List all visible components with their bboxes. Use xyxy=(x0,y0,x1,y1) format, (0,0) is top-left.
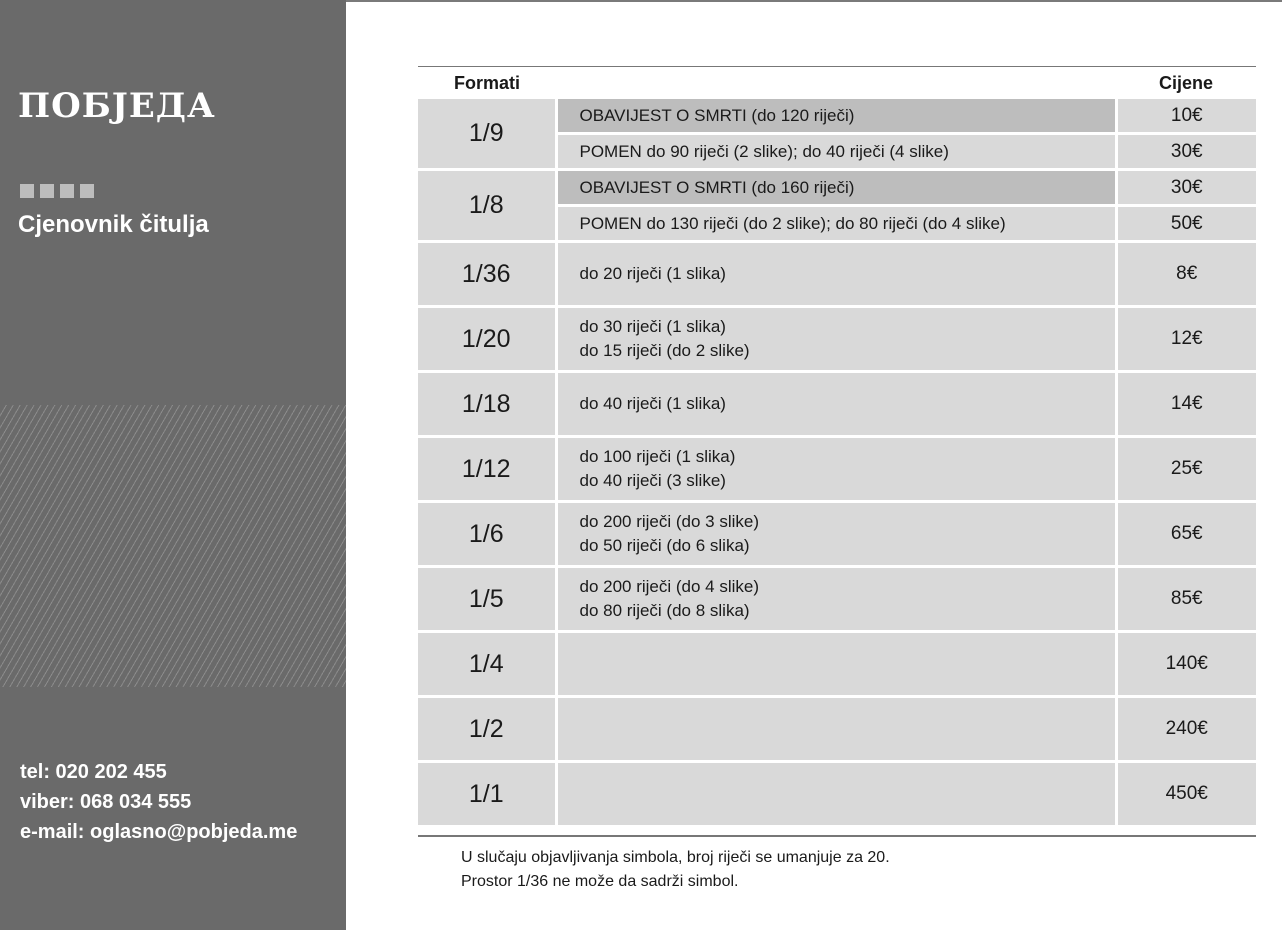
description-cell: OBAVIJEST O SMRTI (do 120 riječi) xyxy=(556,99,1116,134)
price-cell: 30€ xyxy=(1116,170,1256,206)
format-cell: 1/6 xyxy=(418,502,556,567)
format-cell: 1/12 xyxy=(418,437,556,502)
table-row xyxy=(418,99,1256,134)
square-icon xyxy=(40,184,54,198)
description-line: do 200 riječi (do 3 slike) xyxy=(579,512,760,531)
description-cell xyxy=(556,697,1116,762)
price-table xyxy=(418,66,1256,828)
square-icon xyxy=(20,184,34,198)
description-cell xyxy=(556,632,1116,697)
table-row xyxy=(418,372,1256,437)
contact-email[interactable]: e-mail: oglasno@pobjeda.me xyxy=(20,821,298,843)
description-line: do 30 riječi (1 slika) xyxy=(579,317,726,336)
table-row xyxy=(418,242,1256,307)
footnote-line: Prostor 1/36 ne može da sadrži simbol. xyxy=(461,873,739,890)
price-cell: 14€ xyxy=(1116,372,1256,437)
description-cell xyxy=(556,437,1116,502)
table-row xyxy=(418,437,1256,502)
format-cell: 1/9 xyxy=(418,99,556,170)
table-row xyxy=(418,307,1256,372)
description-line: do 15 riječi (do 2 slike) xyxy=(579,341,750,360)
price-cell: 10€ xyxy=(1116,99,1256,134)
footnotes xyxy=(461,846,890,894)
footnote-line: U slučaju objavljivanja simbola, broj riječi se umanjuje za 20. xyxy=(461,849,890,866)
price-cell: 25€ xyxy=(1116,437,1256,502)
description-cell xyxy=(556,307,1116,372)
table-row xyxy=(418,567,1256,632)
table-row xyxy=(418,632,1256,697)
header-format: Formati xyxy=(418,67,556,100)
price-cell: 12€ xyxy=(1116,307,1256,372)
price-cell: 140€ xyxy=(1116,632,1256,697)
description-cell: POMEN do 90 riječi (2 slike); do 40 riječi (4 slike) xyxy=(556,134,1116,170)
format-cell: 1/5 xyxy=(418,567,556,632)
description-line: do 200 riječi (do 4 slike) xyxy=(579,577,760,596)
description-line: do 50 riječi (do 6 slika) xyxy=(579,536,750,555)
price-cell: 65€ xyxy=(1116,502,1256,567)
price-cell: 240€ xyxy=(1116,697,1256,762)
description-cell xyxy=(556,502,1116,567)
price-cell: 50€ xyxy=(1116,206,1256,242)
table-header-row xyxy=(418,67,1256,100)
table-row xyxy=(418,170,1256,206)
description-line: do 40 riječi (3 slike) xyxy=(579,471,726,490)
price-cell: 85€ xyxy=(1116,567,1256,632)
format-cell: 1/36 xyxy=(418,242,556,307)
format-cell: 1/20 xyxy=(418,307,556,372)
description-cell: POMEN do 130 riječi (do 2 slike); do 80 riječi (do 4 slike) xyxy=(556,206,1116,242)
description-line: do 80 riječi (do 8 slika) xyxy=(579,601,750,620)
description-cell xyxy=(556,567,1116,632)
contact-viber: viber: 068 034 555 xyxy=(20,791,192,813)
description-cell xyxy=(556,762,1116,827)
header-description xyxy=(556,67,1116,100)
description-line: do 20 riječi (1 slika) xyxy=(579,264,726,283)
price-cell: 30€ xyxy=(1116,134,1256,170)
price-cell: 450€ xyxy=(1116,762,1256,827)
description-cell: OBAVIJEST O SMRTI (do 160 riječi) xyxy=(556,170,1116,206)
decorative-hatch-pattern xyxy=(0,405,346,687)
square-icon xyxy=(80,184,94,198)
description-cell xyxy=(556,242,1116,307)
contact-info xyxy=(20,757,297,847)
table-row xyxy=(418,697,1256,762)
square-icon xyxy=(60,184,74,198)
top-divider xyxy=(346,0,1282,2)
table-row xyxy=(418,502,1256,567)
contact-phone: tel: 020 202 455 xyxy=(20,761,167,783)
format-cell: 1/18 xyxy=(418,372,556,437)
description-line: do 40 riječi (1 slika) xyxy=(579,394,726,413)
description-cell xyxy=(556,372,1116,437)
format-cell: 1/8 xyxy=(418,170,556,242)
format-cell: 1/1 xyxy=(418,762,556,827)
price-cell: 8€ xyxy=(1116,242,1256,307)
decorative-squares xyxy=(20,184,94,198)
header-price: Cijene xyxy=(1116,67,1256,100)
sidebar xyxy=(0,0,346,930)
table-bottom-divider xyxy=(418,835,1256,837)
format-cell: 1/4 xyxy=(418,632,556,697)
format-cell: 1/2 xyxy=(418,697,556,762)
page-title: Cjenovnik čitulja xyxy=(18,211,209,238)
table-row xyxy=(418,762,1256,827)
pobjeda-logo: ПОБЈЕДА xyxy=(18,86,216,126)
description-line: do 100 riječi (1 slika) xyxy=(579,447,736,466)
